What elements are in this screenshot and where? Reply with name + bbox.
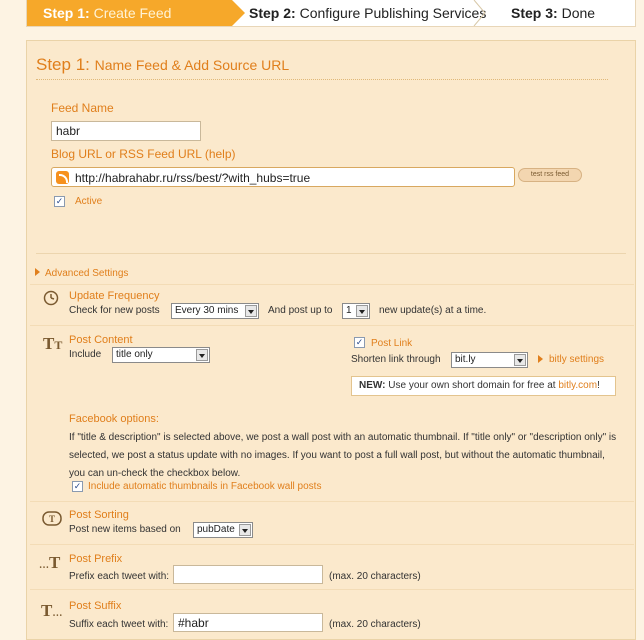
step-3-tab[interactable]: [511, 0, 595, 26]
post-count-value: 1: [346, 305, 352, 316]
divider: [36, 253, 626, 254]
post-suffix-label: Suffix each tweet with:: [69, 619, 169, 630]
suffix-icon: T…: [41, 601, 63, 620]
post-sorting-value: pubDate: [197, 524, 235, 535]
facebook-options-text: If "title & description" is selected above, we post a wall post with an automatic thumbnail. If "title only" or "description only" is selected, we post a status update with no images. If you want to post a full wall post, but without the automatic thumbnail, you can un-check the checkbox below.: [69, 432, 617, 479]
chevron-down-icon: [196, 349, 208, 361]
section-heading: [36, 55, 289, 75]
step-1-label: Create Feed: [93, 5, 172, 21]
chevron-down-icon: [239, 524, 251, 536]
chevron-down-icon: [245, 305, 257, 317]
notice-text: Use your own short domain for free at: [388, 380, 556, 391]
update-interval-value: Every 30 mins: [175, 305, 239, 316]
facebook-thumbnails-checkbox[interactable]: ✓: [73, 481, 82, 491]
post-up-to-label: And post up to: [268, 305, 333, 316]
advanced-settings-toggle[interactable]: Advanced Settings: [45, 268, 129, 279]
divider: [30, 589, 634, 590]
post-prefix-input[interactable]: [173, 565, 323, 584]
feed-panel: [26, 40, 636, 640]
post-suffix-hint: (max. 20 characters): [329, 619, 421, 630]
post-prefix-hint: (max. 20 characters): [329, 571, 421, 582]
step-3-num: Step 3:: [511, 5, 558, 21]
text-tt-icon: TT: [43, 334, 63, 353]
section-title: Name Feed & Add Source URL: [94, 57, 290, 73]
source-url-label[interactable]: Blog URL or RSS Feed URL (help): [51, 147, 236, 161]
facebook-options-title: Facebook options:: [69, 413, 159, 425]
feed-name-input[interactable]: habr: [51, 121, 201, 141]
source-url-input[interactable]: [51, 167, 515, 187]
facebook-thumbnails-label: Include automatic thumbnails in Facebook wall posts: [88, 481, 322, 492]
include-label: Include: [69, 349, 102, 360]
sorting-icon: [42, 511, 62, 526]
bitly-link[interactable]: bitly.com: [558, 380, 598, 391]
post-content-title: Post Content: [69, 334, 133, 346]
step-1-num: Step 1:: [43, 5, 90, 21]
step-3-label: Done: [561, 5, 596, 21]
post-suffix-input[interactable]: #habr: [173, 613, 323, 632]
shortener-select[interactable]: [451, 352, 528, 368]
post-prefix-title: Post Prefix: [69, 553, 123, 565]
clock-icon: [43, 290, 59, 306]
post-link-checkbox[interactable]: ✓: [355, 337, 364, 347]
post-count-select[interactable]: [342, 303, 370, 319]
step-2-label: Configure Publishing Services: [299, 5, 487, 21]
include-value: title only: [116, 349, 153, 360]
update-frequency-title: Update Frequency: [69, 290, 160, 302]
divider: [30, 284, 634, 285]
shortener-value: bit.ly: [455, 354, 476, 365]
divider: [30, 544, 634, 545]
short-domain-notice: [351, 376, 616, 396]
post-sorting-select[interactable]: [193, 522, 253, 538]
post-link-label: Post Link: [371, 338, 413, 349]
step-2-tab[interactable]: [249, 0, 486, 26]
rss-icon: [56, 171, 69, 184]
updates-suffix-label: new update(s) at a time.: [379, 305, 487, 316]
active-label: Active: [75, 196, 103, 207]
svg-text:T: T: [48, 514, 56, 524]
divider: [30, 501, 634, 502]
shorten-link-label: Shorten link through: [351, 354, 441, 365]
chevron-down-icon: [356, 305, 368, 317]
divider: [30, 325, 634, 326]
notice-end: !: [597, 380, 600, 391]
active-checkbox[interactable]: ✓: [55, 196, 64, 206]
chevron-right-icon: [473, 0, 487, 26]
update-interval-select[interactable]: [171, 303, 259, 319]
post-suffix-title: Post Suffix: [69, 600, 122, 612]
triangle-right-icon[interactable]: [35, 268, 40, 276]
feed-name-label: Feed Name: [51, 101, 114, 115]
bitly-settings-link[interactable]: bitly settings: [549, 354, 605, 365]
section-step: Step 1:: [36, 55, 90, 74]
post-prefix-label: Prefix each tweet with:: [69, 571, 170, 582]
step-1-tab[interactable]: [27, 0, 232, 26]
check-new-posts-label: Check for new posts: [69, 305, 160, 316]
post-sorting-title: Post Sorting: [69, 509, 129, 521]
prefix-icon: …T: [39, 553, 61, 572]
chevron-down-icon: [514, 354, 526, 366]
test-rss-feed-button[interactable]: test rss feed: [518, 168, 582, 182]
notice-new: NEW:: [359, 380, 386, 391]
steps-bar: [26, 0, 636, 27]
triangle-right-icon: [538, 355, 543, 363]
post-sorting-label: Post new items based on: [69, 524, 181, 535]
divider: [36, 79, 608, 80]
step-2-num: Step 2:: [249, 5, 296, 21]
include-select[interactable]: [112, 347, 210, 363]
source-url-value: http://habrahabr.ru/rss/best/?with_hubs=true: [75, 171, 311, 185]
